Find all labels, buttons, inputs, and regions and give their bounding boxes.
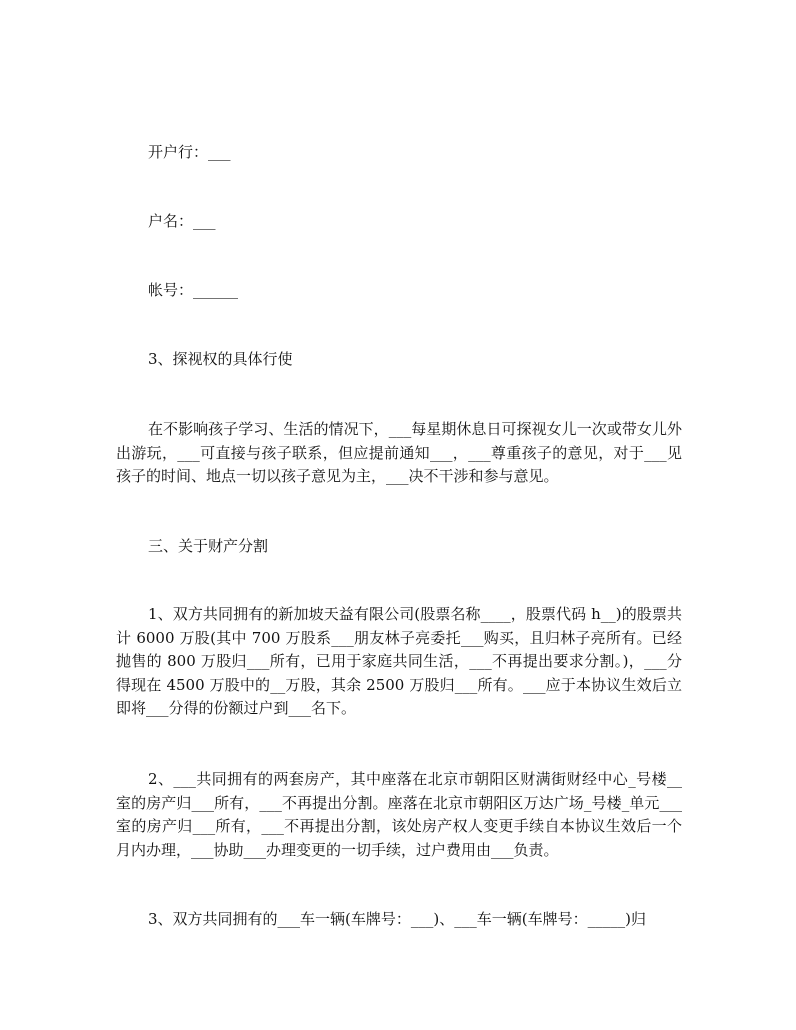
section-heading-visitation: 3、探视权的具体行使 — [148, 350, 293, 368]
paragraph-stock: 1、双方共同拥有的新加坡天益有限公司(股票名称____，股票代码 h__)的股票共计 6000 万股(其中 700 万股系___朋友林子亮委托___购买，且归林子亮所有。已经抛售的 800 万股归___所有，已用于家庭共同生活，___不再提出要求分割。)，___分得现在 4500 万股中的__万股，其余 2500 万股归___所有。___应于本协议生效后立即将___分得的份额过户到___名下。 — [116, 605, 682, 717]
bank-line: 开户行：___ — [148, 143, 231, 161]
section-heading-property: 三、关于财产分割 — [148, 537, 269, 555]
account-number-line: 帐号：______ — [148, 281, 239, 299]
account-name-line: 户名：___ — [148, 212, 216, 230]
paragraph-visitation: 在不影响孩子学习、生活的情况下，___每星期休息日可探视女儿一次或带女儿外出游玩，___可直接与孩子联系，但应提前通知___，___尊重孩子的意见，对于___见孩子的时间、地点一切以孩子意见为主，___决不干涉和参与意见。 — [116, 420, 682, 485]
paragraph-house: 2、___共同拥有的两套房产，其中座落在北京市朝阳区财满街财经中心_号楼__室的房产归___所有，___不再提出分割。座落在北京市朝阳区万达广场_号楼_单元___室的房产归___所有，___不再提出分割，该处房产权人变更手续自本协议生效后一个月内办理，___协助___办理变更的一切手续，过户费用由___负责。 — [116, 770, 682, 859]
paragraph-car: 3、双方共同拥有的___车一辆(车牌号：___)、___车一辆(车牌号：_____)归 — [148, 910, 646, 928]
